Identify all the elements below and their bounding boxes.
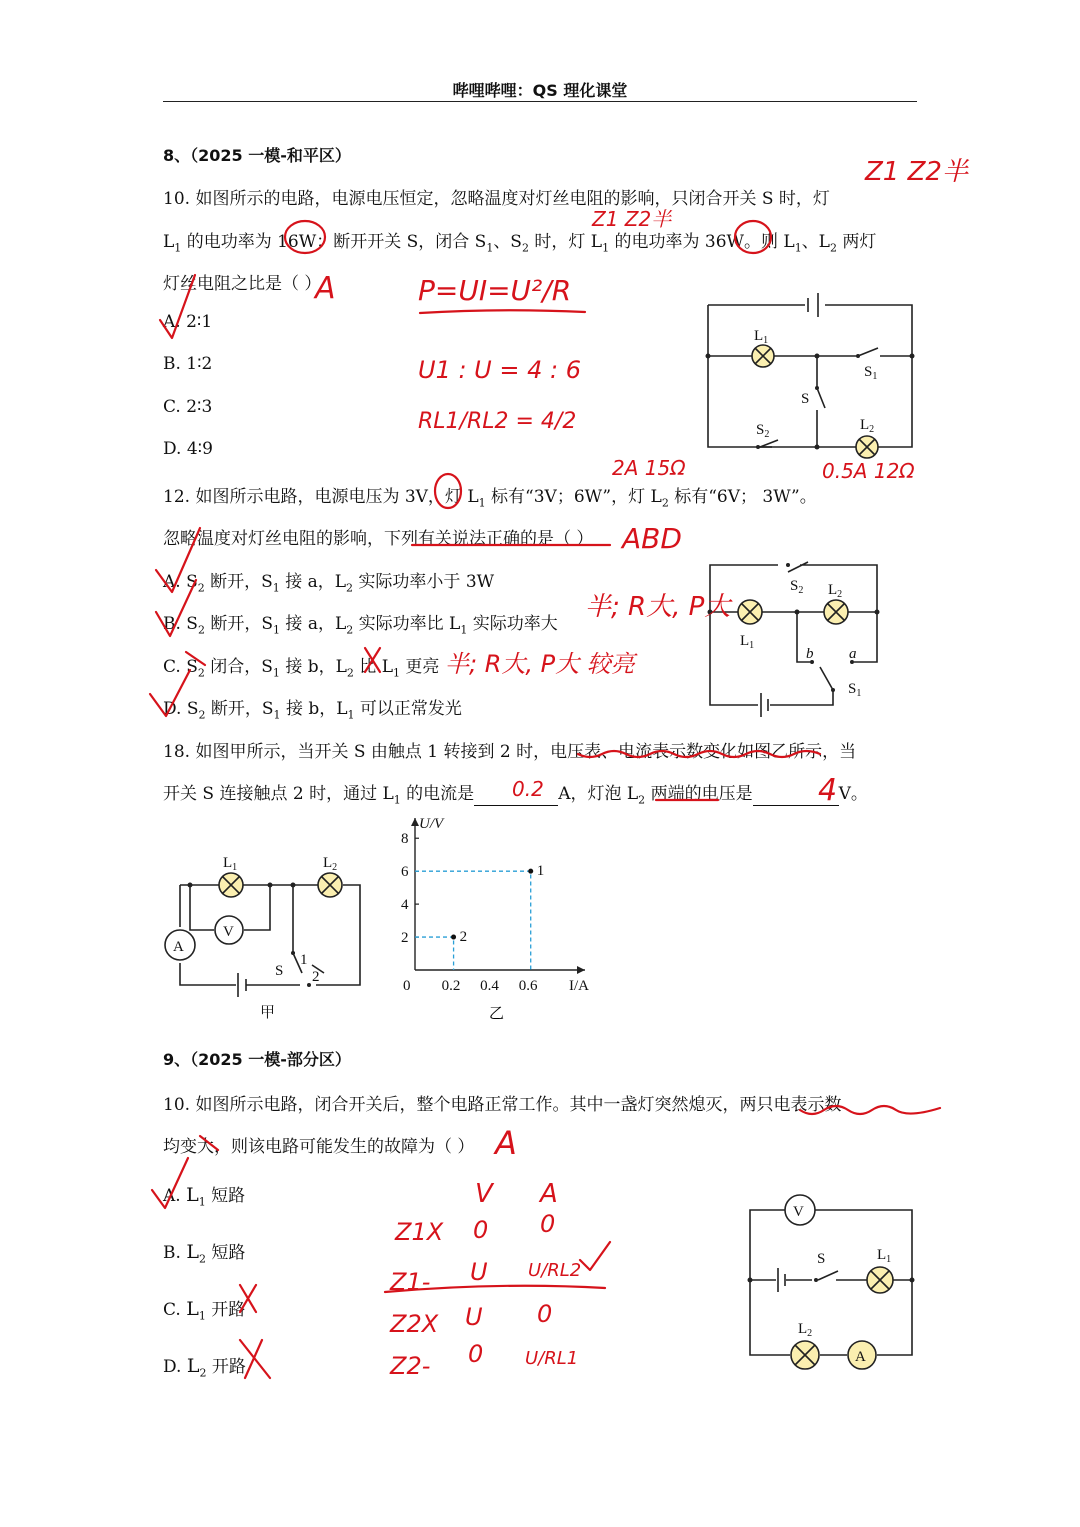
label-V: V — [793, 1204, 804, 1220]
hw-row2: Z1- — [390, 1268, 431, 1296]
y-tick-label: 6 — [401, 864, 409, 881]
hw-note: Z1 Z2半 — [592, 207, 672, 231]
hw-r4v: 0 — [468, 1340, 484, 1368]
hw-row3: Z2X — [390, 1310, 439, 1338]
fig-jia-label: 甲 — [260, 1003, 276, 1021]
y-tick-label: 8 — [401, 831, 409, 848]
label-L1: $L_1$ — [754, 328, 769, 346]
hw-note-c: 半; R大, P大 较亮 — [445, 650, 635, 678]
section-8-title: 8、（2025 一模-和平区） — [163, 146, 351, 165]
q10-option-a: A. 2∶1 — [163, 312, 213, 332]
page-header: 哔哩哔哩：QS 理化课堂 — [452, 81, 628, 100]
q10-option-b: B. 1∶2 — [163, 354, 213, 374]
x-axis-label: I/A — [569, 978, 589, 994]
label-contact-1: 1 — [300, 952, 308, 968]
s9-option-c: C. $L_1$ 开路 — [163, 1298, 246, 1323]
x-tick-label: 0 — [403, 978, 411, 994]
label-A: A — [855, 1349, 866, 1365]
hw-top-right: Z1 Z2半 — [865, 157, 968, 187]
label-L1: $L_1$ — [877, 1247, 892, 1265]
label-L1: $L_1$ — [740, 633, 755, 651]
q12-option-c: C. $S_2$ 闭合，$S_1$ 接 b，$L_2$ 比 $L_1$ 更亮 — [163, 657, 440, 680]
label-L2: $L_2$ — [860, 417, 875, 435]
hw-answer-10: A — [315, 271, 336, 306]
hw-r2v: U — [470, 1258, 488, 1286]
hw-q12-note2: 0.5A 12Ω — [822, 459, 915, 483]
hw-row1: Z1X — [395, 1218, 444, 1246]
label-V: V — [223, 924, 234, 940]
label-S1: $S_1$ — [864, 364, 878, 382]
label-S2: $S_2$ — [756, 422, 770, 440]
hw-r2a: U/RL2 — [528, 1260, 582, 1281]
hw-r1v: 0 — [473, 1216, 489, 1244]
label-contact-2: 2 — [312, 969, 320, 985]
hw-blank1: 0.2 — [512, 777, 544, 801]
q18-line1: 18. 如图甲所示，当开关 S 由触点 1 转接到 2 时，电压表、电流表示数变化如图乙所示，当 — [163, 742, 857, 762]
q12-option-a: A. $S_2$ 断开，$S_1$ 接 a，$L_2$ 实际功率小于 3W — [163, 572, 495, 595]
label-S2: $S_2$ — [790, 578, 804, 596]
hw-col-a: A — [540, 1179, 558, 1209]
q12-line1: 12. 如图所示电路，电源电压为 3V，灯 $L_1$ 标有“3V；6W”，灯 $L_2$ 标有“6V； 3W”。 — [163, 487, 817, 510]
q12-line2: 忽略温度对灯丝电阻的影响，下列有关说法正确的是（ ） — [163, 529, 594, 549]
hw-q12-note: 2A 15Ω — [612, 456, 686, 480]
label-A: A — [173, 939, 184, 955]
x-tick-label: 0.6 — [518, 978, 538, 994]
y-tick-label: 4 — [401, 897, 409, 914]
hw-row4: Z2- — [390, 1352, 431, 1380]
hw-note-b: 半; R大, P大 — [585, 592, 731, 622]
hw-r3v: U — [465, 1303, 483, 1331]
q10-option-d: D. 4∶9 — [163, 439, 213, 459]
hw-r-ratio: RL1/RL2 = 4/2 — [418, 409, 577, 434]
x-tick-label: 0.2 — [441, 978, 461, 994]
y-tick-label: 2 — [401, 930, 409, 947]
label-S1: $S_1$ — [848, 681, 862, 699]
s9-option-d: D. $L_2$ 开路 — [163, 1355, 246, 1380]
s9-q10-line2: 均变大，则该电路可能发生的故障为（ ） — [163, 1137, 475, 1157]
label-L2: $L_2$ — [828, 582, 843, 600]
chart-title: 乙 — [489, 1004, 505, 1022]
q18-line2: 开关 S 连接触点 2 时，通过 $L_1$ 的电流是 A，灯泡 $L_2$ 两端的电压是 V。 — [163, 784, 868, 807]
label-L2: $L_2$ — [323, 855, 338, 873]
hw-formula: P=UI=U²/R — [418, 274, 572, 307]
point-label: 2 — [459, 929, 468, 946]
s9-option-b: B. $L_2$ 短路 — [163, 1241, 246, 1266]
label-S: S — [801, 391, 810, 407]
s9-q10-line1: 10. 如图所示电路，闭合开关后，整个电路正常工作。其中一盏灯突然熄灭，两只电表示数 — [163, 1095, 842, 1115]
q12-option-b: B. $S_2$ 断开，$S_1$ 接 a，$L_2$ 实际功率比 $L_1$ 实际功率大 — [163, 614, 558, 637]
section-9-title: 9、（2025 一模-部分区） — [163, 1050, 351, 1069]
label-b: b — [806, 646, 814, 662]
hw-r4a: U/RL1 — [525, 1348, 579, 1369]
hw-r3a: 0 — [537, 1300, 553, 1328]
q10-line3: 灯丝电阻之比是（ ） — [163, 274, 322, 294]
hw-answer-9: A — [495, 1124, 517, 1162]
s9-option-a: A. $L_1$ 短路 — [163, 1184, 246, 1209]
q10-line2: $L_1$ 的电功率为 16W；断开开关 S，闭合 $S_1$、$S_2$ 时，灯 $L_1$ 的电功率为 36W。则 $L_1$、$L_2$ 两灯 — [163, 232, 877, 255]
label-S: S — [275, 963, 284, 979]
hw-ratio: U1 : U = 4 : 6 — [418, 356, 581, 384]
x-tick-label: 0.4 — [480, 978, 499, 994]
y-axis-label: U/V — [419, 816, 444, 832]
hw-answer-12: ABD — [622, 522, 682, 555]
hw-col-v: V — [475, 1179, 493, 1209]
label-S: S — [817, 1251, 826, 1267]
q10-line1: 10. 如图所示的电路，电源电压恒定，忽略温度对灯丝电阻的影响，只闭合开关 S 时，灯 — [163, 189, 830, 209]
label-L2: $L_2$ — [798, 1321, 813, 1339]
hw-r1a: 0 — [540, 1210, 556, 1238]
label-a: a — [849, 646, 857, 662]
q12-option-d: D. $S_2$ 断开，$S_1$ 接 b，$L_1$ 可以正常发光 — [163, 699, 462, 722]
q10-option-c: C. 2∶3 — [163, 397, 213, 417]
label-L1: $L_1$ — [223, 855, 238, 873]
hw-blank2: 4 — [818, 773, 838, 808]
point-label: 1 — [536, 863, 545, 880]
